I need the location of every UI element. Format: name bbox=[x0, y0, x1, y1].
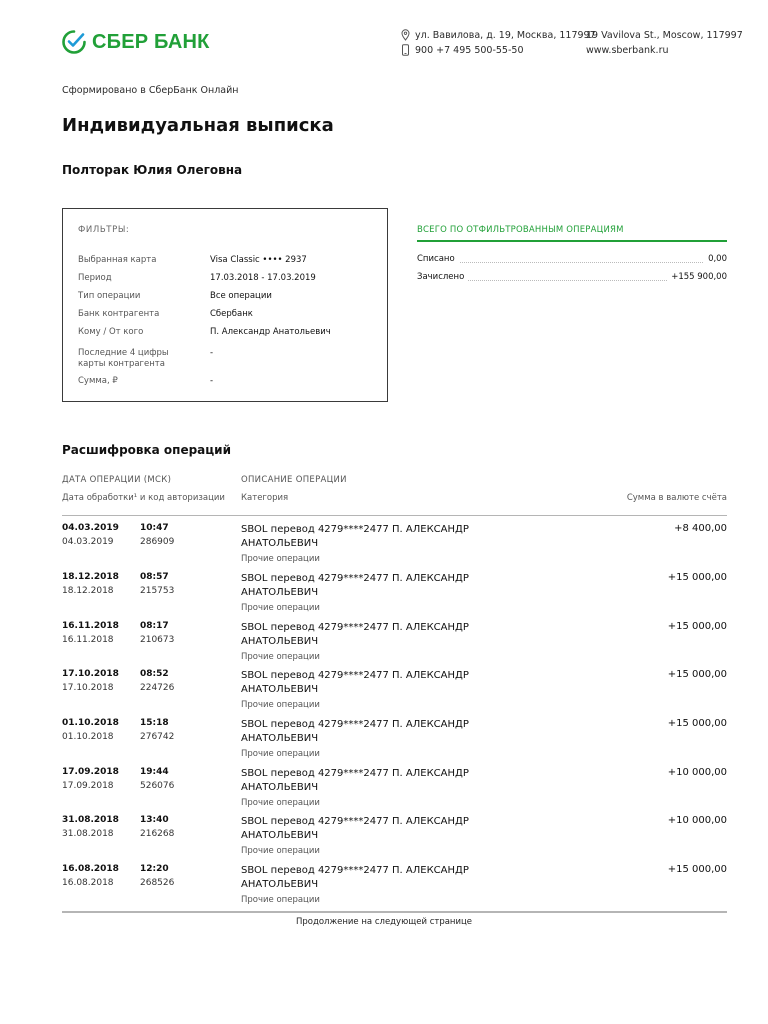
table-row bbox=[62, 815, 727, 863]
dotted-leader bbox=[417, 262, 727, 263]
operation-category: Прочие операции bbox=[241, 652, 320, 662]
account-owner-name: Полторак Юлия Олеговна bbox=[62, 163, 243, 177]
authorization-code: 216268 bbox=[140, 829, 175, 839]
filter-value: - bbox=[210, 376, 214, 386]
authorization-code: 224726 bbox=[140, 683, 175, 693]
filter-value: Все операции bbox=[210, 291, 272, 301]
totals-value: +155 900,00 bbox=[667, 272, 727, 282]
operation-date: 31.08.2018 bbox=[62, 815, 119, 825]
sberbank-logo bbox=[62, 30, 210, 54]
column-header-description: ОПИСАНИЕ ОПЕРАЦИИ bbox=[241, 475, 347, 485]
processing-date: 31.08.2018 bbox=[62, 829, 114, 839]
authorization-code: 276742 bbox=[140, 732, 175, 742]
totals-title: ВСЕГО ПО ОТФИЛЬТРОВАННЫМ ОПЕРАЦИЯМ bbox=[417, 225, 624, 235]
filter-value: 17.03.2018 - 17.03.2019 bbox=[210, 273, 316, 283]
operation-description: SBOL перевод 4279****2477 П. АЛЕКСАНДР АНАТОЛЬЕВИЧ bbox=[241, 865, 469, 890]
operation-description: SBOL перевод 4279****2477 П. АЛЕКСАНДР АНАТОЛЬЕВИЧ bbox=[241, 573, 469, 598]
filter-label: Тип операции bbox=[78, 291, 141, 301]
totals-divider bbox=[417, 240, 727, 242]
column-header-amount: Сумма в валюте счёта bbox=[626, 493, 727, 503]
operation-category: Прочие операции bbox=[241, 798, 320, 808]
operation-time: 08:17 bbox=[140, 621, 169, 631]
processing-date: 04.03.2019 bbox=[62, 537, 114, 547]
operation-amount: +15 000,00 bbox=[667, 864, 727, 875]
operation-category: Прочие операции bbox=[241, 749, 320, 759]
page-title: Индивидуальная выписка bbox=[62, 115, 334, 136]
operation-date: 17.10.2018 bbox=[62, 669, 119, 679]
processing-date: 16.08.2018 bbox=[62, 878, 114, 888]
operation-time: 08:57 bbox=[140, 572, 169, 582]
sberbank-logo-icon bbox=[62, 30, 86, 54]
filter-label: Период bbox=[78, 273, 112, 283]
processing-date: 17.09.2018 bbox=[62, 781, 114, 791]
filter-value: П. Александр Анатольевич bbox=[210, 327, 331, 337]
totals-label: Списано bbox=[417, 254, 459, 264]
operation-category: Прочие операции bbox=[241, 603, 320, 613]
operations-title: Расшифровка операций bbox=[62, 443, 231, 457]
column-header-processing: Дата обработки¹ и код авторизации bbox=[62, 493, 225, 503]
totals-label: Зачислено bbox=[417, 272, 468, 282]
totals-value: 0,00 bbox=[704, 254, 727, 264]
operation-date: 17.09.2018 bbox=[62, 767, 119, 777]
table-row bbox=[62, 572, 727, 620]
operation-date: 01.10.2018 bbox=[62, 718, 119, 728]
filter-label: Кому / От кого bbox=[78, 327, 144, 337]
totals-row-debited bbox=[417, 254, 727, 266]
website-link[interactable]: www.sberbank.ru bbox=[586, 45, 669, 56]
operation-amount: +10 000,00 bbox=[667, 815, 727, 826]
filters-panel bbox=[62, 208, 388, 402]
operation-category: Прочие операции bbox=[241, 554, 320, 564]
operation-date: 04.03.2019 bbox=[62, 523, 119, 533]
column-header-date: ДАТА ОПЕРАЦИИ (МСК) bbox=[62, 475, 172, 485]
generated-by-note: Сформировано в СберБанк Онлайн bbox=[62, 85, 239, 96]
address-ru-line bbox=[401, 29, 596, 41]
table-header-divider bbox=[62, 515, 727, 516]
operation-time: 10:47 bbox=[140, 523, 169, 533]
filters-title: ФИЛЬТРЫ: bbox=[78, 225, 130, 235]
operation-description: SBOL перевод 4279****2477 П. АЛЕКСАНДР АНАТОЛЬЕВИЧ bbox=[241, 816, 469, 841]
operation-amount: +15 000,00 bbox=[667, 572, 727, 583]
operation-amount: +8 400,00 bbox=[674, 523, 727, 534]
operation-category: Прочие операции bbox=[241, 700, 320, 710]
authorization-code: 215753 bbox=[140, 586, 175, 596]
filter-label: Банк контрагента bbox=[78, 309, 160, 319]
table-row bbox=[62, 523, 727, 571]
totals-row-credited bbox=[417, 272, 727, 284]
authorization-code: 526076 bbox=[140, 781, 175, 791]
filter-label: Последние 4 цифры карты контрагента bbox=[78, 348, 169, 369]
filter-value: - bbox=[210, 348, 214, 358]
processing-date: 17.10.2018 bbox=[62, 683, 114, 693]
operation-date: 18.12.2018 bbox=[62, 572, 119, 582]
table-footer-divider bbox=[62, 911, 727, 913]
filter-label: Выбранная карта bbox=[78, 255, 157, 265]
operation-date: 16.08.2018 bbox=[62, 864, 119, 874]
phone-icon bbox=[401, 44, 410, 56]
operation-time: 08:52 bbox=[140, 669, 169, 679]
operation-amount: +10 000,00 bbox=[667, 767, 727, 778]
processing-date: 18.12.2018 bbox=[62, 586, 114, 596]
address-ru: ул. Вавилова, д. 19, Москва, 117997 bbox=[415, 29, 596, 41]
table-row bbox=[62, 718, 727, 766]
operation-amount: +15 000,00 bbox=[667, 669, 727, 680]
operation-description: SBOL перевод 4279****2477 П. АЛЕКСАНДР АНАТОЛЬЕВИЧ bbox=[241, 670, 469, 695]
table-row bbox=[62, 864, 727, 912]
operation-time: 12:20 bbox=[140, 864, 169, 874]
operation-description: SBOL перевод 4279****2477 П. АЛЕКСАНДР АНАТОЛЬЕВИЧ bbox=[241, 719, 469, 744]
authorization-code: 268526 bbox=[140, 878, 175, 888]
column-header-category: Категория bbox=[241, 493, 289, 503]
operation-time: 19:44 bbox=[140, 767, 169, 777]
bank-name: СБЕР БАНК bbox=[92, 30, 210, 53]
operation-time: 13:40 bbox=[140, 815, 169, 825]
authorization-code: 210673 bbox=[140, 635, 175, 645]
table-row bbox=[62, 621, 727, 669]
processing-date: 01.10.2018 bbox=[62, 732, 114, 742]
filter-value: Сбербанк bbox=[210, 309, 253, 319]
operation-date: 16.11.2018 bbox=[62, 621, 119, 631]
operation-amount: +15 000,00 bbox=[667, 621, 727, 632]
operation-description: SBOL перевод 4279****2477 П. АЛЕКСАНДР АНАТОЛЬЕВИЧ bbox=[241, 524, 469, 549]
operation-category: Прочие операции bbox=[241, 846, 320, 856]
phone: 900 +7 495 500-55-50 bbox=[415, 44, 524, 56]
location-pin-icon bbox=[401, 29, 410, 41]
table-row bbox=[62, 767, 727, 815]
address-en: 19 Vavilova St., Moscow, 117997 bbox=[586, 30, 743, 41]
operation-amount: +15 000,00 bbox=[667, 718, 727, 729]
filter-value: Visa Classic •••• 2937 bbox=[210, 255, 307, 265]
operation-time: 15:18 bbox=[140, 718, 169, 728]
processing-date: 16.11.2018 bbox=[62, 635, 114, 645]
operation-description: SBOL перевод 4279****2477 П. АЛЕКСАНДР АНАТОЛЬЕВИЧ bbox=[241, 622, 469, 647]
filter-label: Сумма, ₽ bbox=[78, 376, 118, 386]
table-row bbox=[62, 669, 727, 717]
operation-category: Прочие операции bbox=[241, 895, 320, 905]
continued-note: Продолжение на следующей странице bbox=[295, 917, 473, 927]
phone-line bbox=[401, 44, 524, 56]
operation-description: SBOL перевод 4279****2477 П. АЛЕКСАНДР АНАТОЛЬЕВИЧ bbox=[241, 768, 469, 793]
authorization-code: 286909 bbox=[140, 537, 175, 547]
